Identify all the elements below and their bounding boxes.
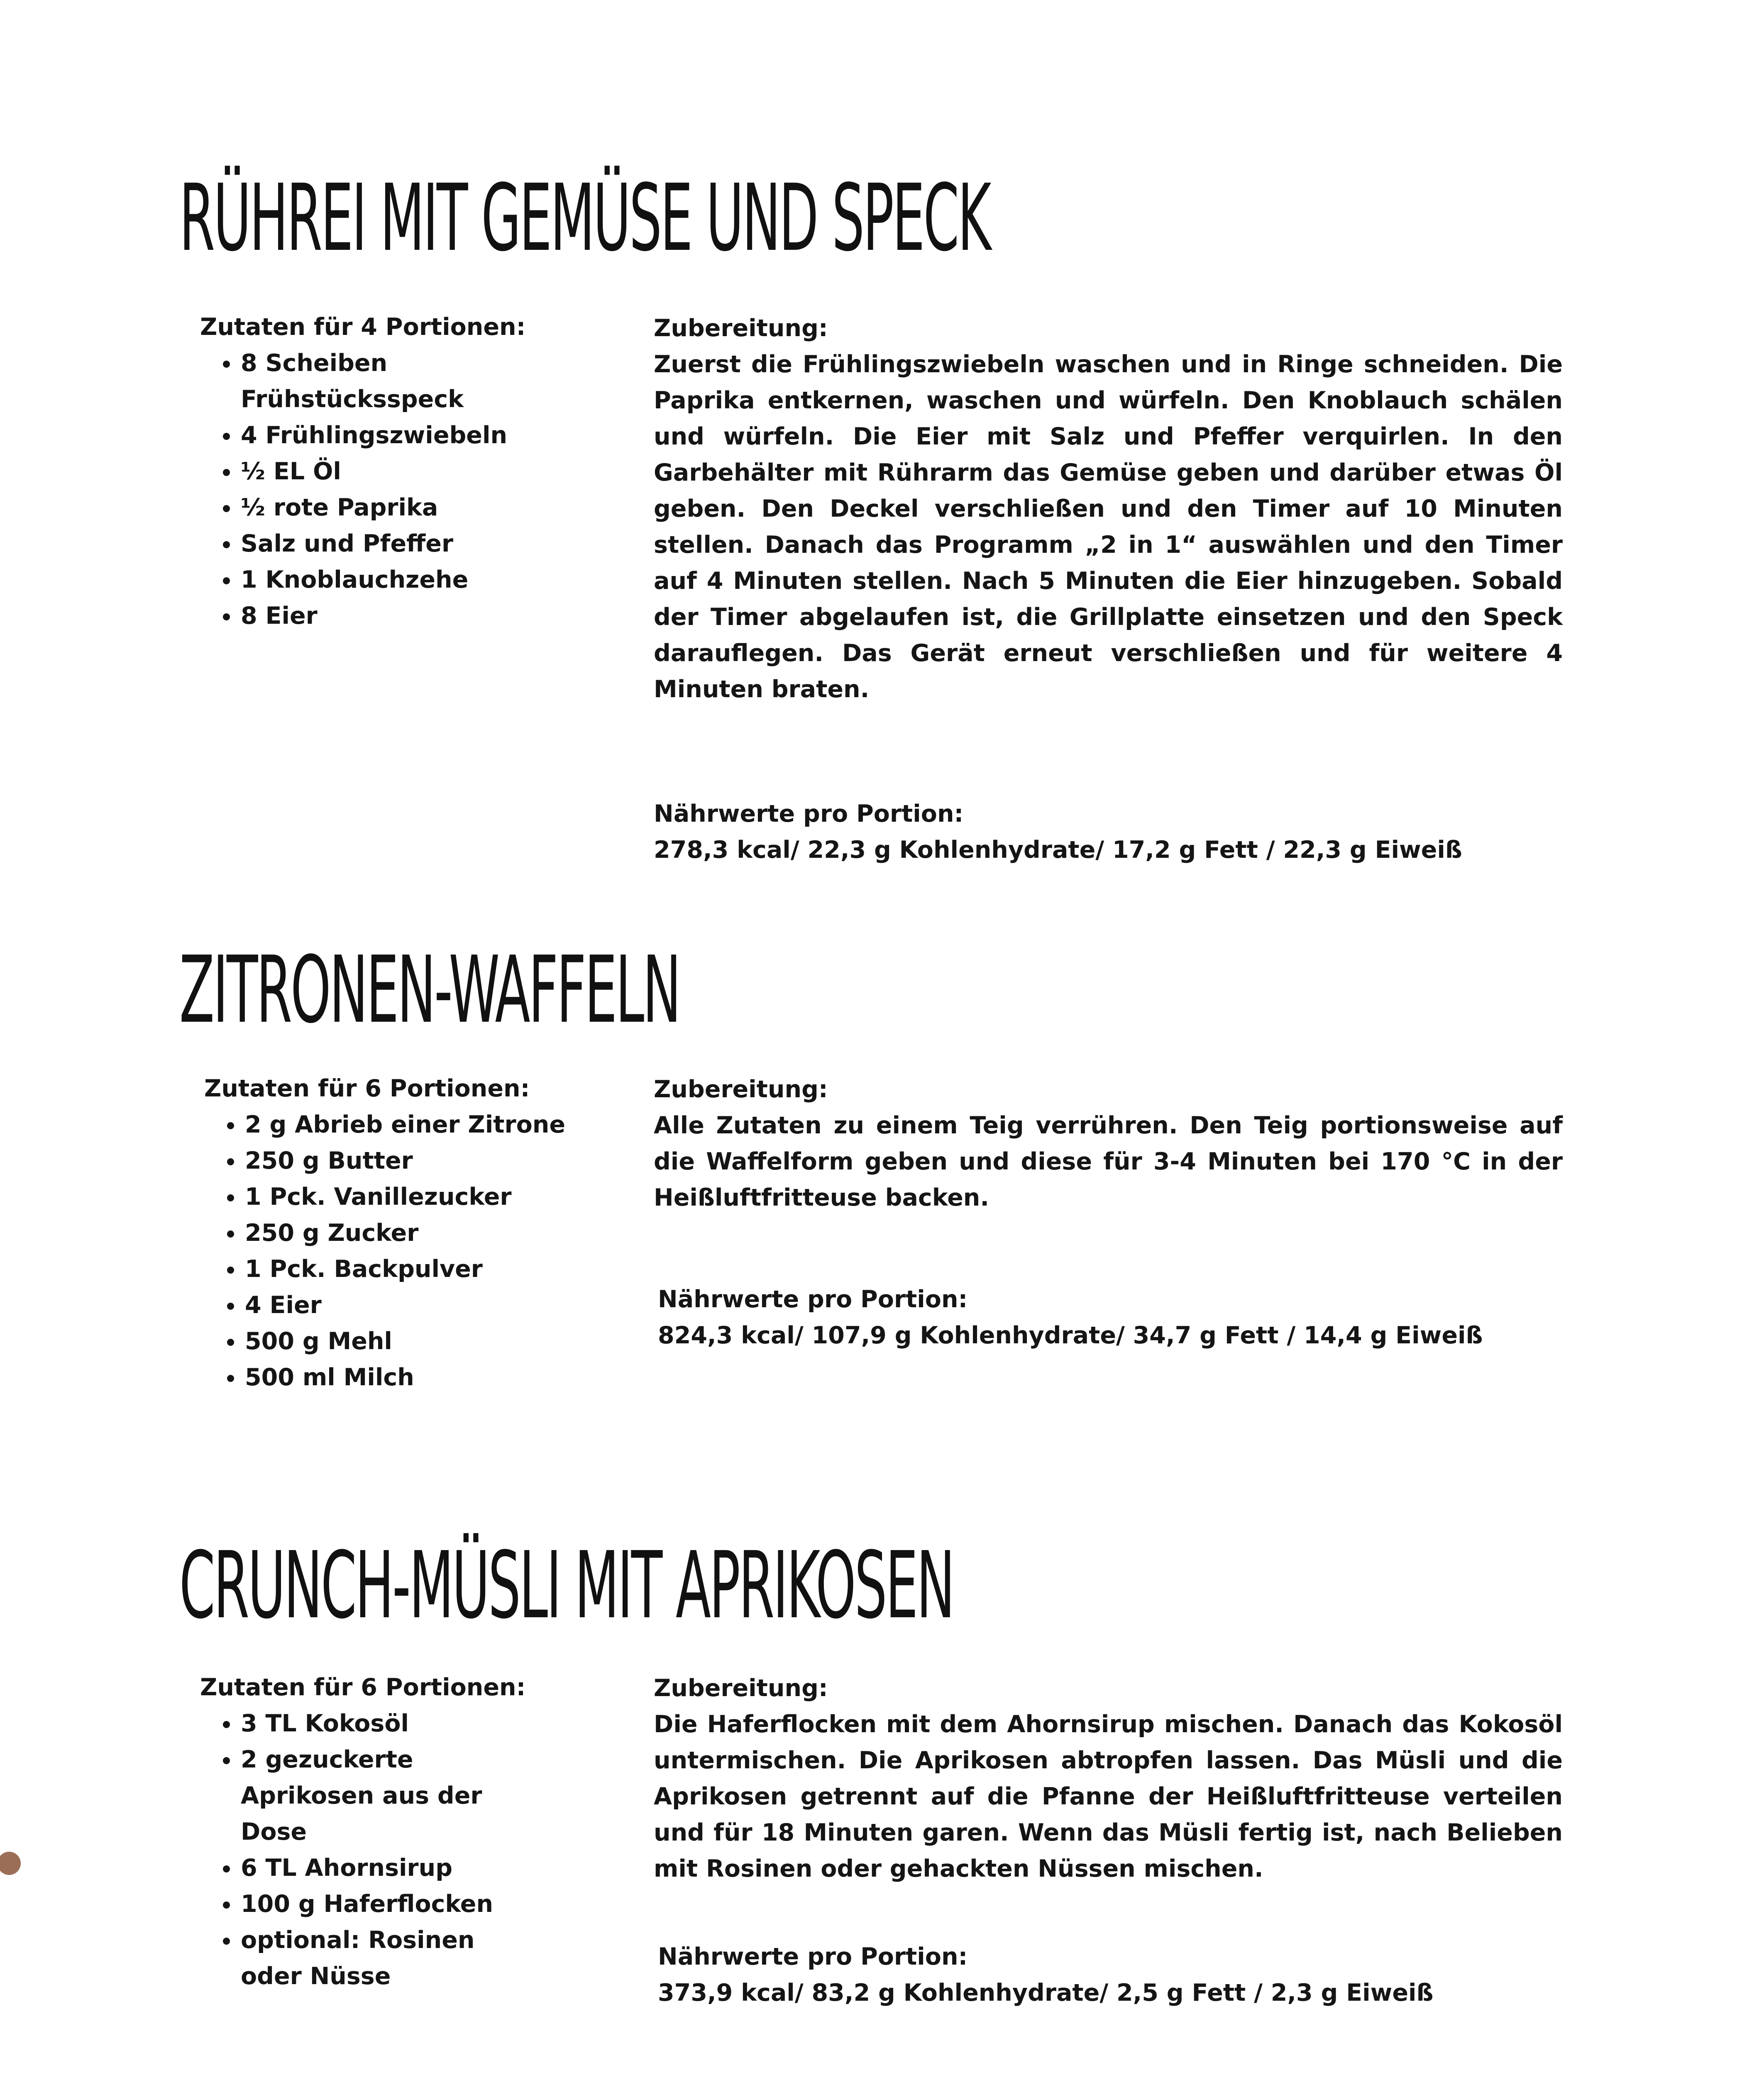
list-item: • 100 g Haferflocken — [240, 1886, 557, 1922]
nutrition-values: 278,3 kcal/ 22,3 g Kohlenhydrate/ 17,2 g Fett / 22,3 g Eiweiß — [654, 836, 1462, 864]
list-item: • 4 Frühlingszwiebeln — [240, 417, 557, 454]
ingredient-list — [200, 345, 557, 634]
nutrition-block — [658, 1282, 1571, 1354]
preparation-label: Zubereitung: — [654, 1076, 828, 1103]
list-item: • ½ EL Öl — [240, 454, 557, 490]
preparation-block — [654, 1072, 1563, 1216]
ingredients-label: Zutaten für 6 Portionen: — [200, 1674, 526, 1701]
nutrition-label: Nährwerte pro Portion: — [658, 1943, 968, 1970]
ingredients-label: Zutaten für 6 Portionen: — [204, 1075, 530, 1102]
list-item: • 1 Pck. Backpulver — [244, 1251, 619, 1287]
preparation-text: Zuerst die Frühlingszwiebeln waschen und in Ringe schneiden. Die Paprika entkernen, waschen und würfeln. Den Knoblauch schälen und würfeln. Die Eier mit Salz und Pfeffer verquirlen. In den Garbehälter mit Rührarm das Gemüse geben und darüber etwas Öl geben. Den Deckel verschließen und den Timer auf 10 Minuten stellen. Danach das Programm „2 in 1“ auswählen und den Timer auf 4 Minuten stellen. Nach 5 Minuten die Eier hinzugeben. Sobald der Timer abgelaufen ist, die Grillplatte einsetzen und den Speck darauflegen. Das Gerät erneut verschließen und für weitere 4 Minuten braten. — [654, 351, 1563, 703]
ingredient-list — [200, 1706, 557, 1994]
preparation-text: Die Haferflocken mit dem Ahornsirup mischen. Danach das Kokosöl untermischen. Die Aprikosen abtropfen lassen. Das Müsli und die Aprikosen getrennt auf die Pfanne der Heißluftfritteuse verteilen und für 18 Minuten garen. Wenn das Müsli fertig ist, nach Belieben mit Rosinen oder gehackten Nüssen mischen. — [654, 1711, 1563, 1882]
list-item: • ½ rote Paprika — [240, 490, 557, 526]
list-item: • 8 Eier — [240, 598, 557, 634]
recipe-title: CRUNCH-MÜSLI MIT APRIKOSEN — [179, 1532, 954, 1639]
list-item: • 8 Scheiben Frühstücksspeck — [240, 345, 473, 417]
nutrition-label: Nährwerte pro Portion: — [658, 1286, 968, 1313]
list-item: • 2 g Abrieb einer Zitrone — [244, 1107, 619, 1143]
recipe-title: ZITRONEN-WAFFELN — [179, 937, 680, 1044]
nutrition-block — [654, 796, 1567, 868]
list-item: • 250 g Zucker — [244, 1215, 619, 1251]
preparation-block — [654, 1670, 1563, 1887]
list-item: • 1 Knoblauchzehe — [240, 562, 557, 598]
recipe-title: RÜHREI MIT GEMÜSE UND SPECK — [179, 165, 990, 272]
ingredient-list — [204, 1107, 619, 1396]
preparation-label: Zubereitung: — [654, 315, 828, 342]
ingredients-block — [200, 309, 557, 634]
list-item: • 3 TL Kokosöl — [240, 1706, 557, 1742]
ingredients-block — [204, 1071, 619, 1396]
nutrition-label: Nährwerte pro Portion: — [654, 800, 964, 828]
ingredients-block — [200, 1670, 557, 1994]
list-item: • 500 g Mehl — [244, 1323, 619, 1360]
list-item: • 250 g Butter — [244, 1143, 619, 1179]
nutrition-block — [658, 1939, 1571, 2011]
list-item: • 4 Eier — [244, 1287, 619, 1323]
list-item: • 1 Pck. Vanillezucker — [244, 1179, 619, 1215]
preparation-block — [654, 310, 1563, 708]
nutrition-values: 824,3 kcal/ 107,9 g Kohlenhydrate/ 34,7 g Fett / 14,4 g Eiweiß — [658, 1322, 1483, 1349]
preparation-text: Alle Zutaten zu einem Teig verrühren. Den Teig portionsweise auf die Waffelform geben und diese für 3-4 Minuten bei 170 °C in der Heißluftfritteuse backen. — [654, 1112, 1563, 1211]
list-item: • 6 TL Ahornsirup — [240, 1850, 557, 1886]
list-item: • optional: Rosinen oder Nüsse — [240, 1922, 531, 1994]
list-item: • 2 gezuckerte Aprikosen aus der Dose — [240, 1742, 531, 1850]
ingredients-label: Zutaten für 4 Portionen: — [200, 313, 526, 341]
nutrition-values: 373,9 kcal/ 83,2 g Kohlenhydrate/ 2,5 g Fett / 2,3 g Eiweiß — [658, 1979, 1434, 2007]
list-item: • 500 ml Milch — [244, 1360, 619, 1396]
list-item: • Salz und Pfeffer — [240, 526, 557, 562]
preparation-label: Zubereitung: — [654, 1675, 828, 1702]
